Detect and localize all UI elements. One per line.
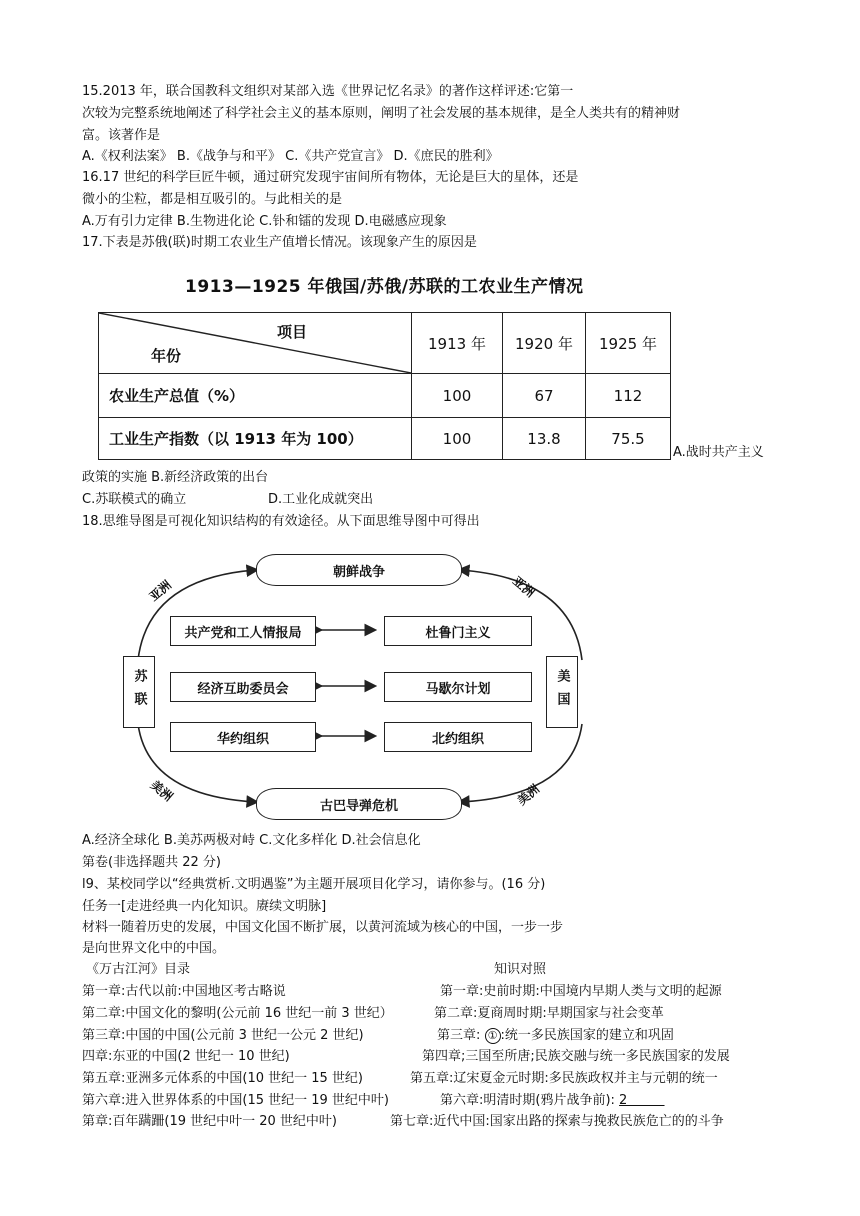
node-ussr: 苏联 <box>123 656 155 728</box>
q16-line2: 微小的尘粒，都是相互吸引的。与此相关的是 <box>82 192 343 207</box>
left-chapter-6: 第六章:进入世界体系的中国(15 世纪一 19 世纪中叶) <box>82 1093 390 1108</box>
row-label: 农业生产总值（%） <box>99 374 412 418</box>
table-cell: 100 <box>412 374 503 418</box>
q17-option-d: D.工业化成就突出 <box>268 492 374 507</box>
left-chapter-2: 第二章:中国文化的黎明(公元前 16 世纪一前 3 世纪） <box>82 1006 393 1021</box>
right-column-heading: 知识对照 <box>494 962 547 977</box>
label-asia-left: 亚洲 <box>146 577 175 604</box>
blank-2: 2 <box>619 1093 665 1108</box>
left-chapter-3: 第三章:中国的中国(公元前 3 世纪一公元 2 世纪) <box>82 1028 364 1043</box>
year-1920: 1920 年 <box>503 313 586 374</box>
node-usa: 美国 <box>546 656 578 728</box>
q18-stem: 18.思维导图是可视化知识结构的有效途径。从下面思维导图中可得出 <box>82 514 480 529</box>
q17-line2: 政策的实施 B.新经济政策的出台 <box>82 470 269 485</box>
right-chapter-3-tail: :统一多民族国家的建立和巩固 <box>500 1028 674 1043</box>
node-comecon: 经济互助委员会 <box>170 672 316 702</box>
row-label: 工业生产指数（以 1913 年为 100） <box>99 418 412 460</box>
table-title: 1913—1925 年俄国/苏俄/苏联的工农业生产情况 <box>185 277 584 297</box>
q17-option-c: C.苏联模式的确立 <box>82 492 187 507</box>
table-row <box>99 418 671 460</box>
year-1913: 1913 年 <box>412 313 503 374</box>
node-truman-doctrine: 杜鲁门主义 <box>384 616 532 646</box>
right-chapter-2: 第二章:夏商周时期:早期国家与社会变革 <box>434 1006 664 1021</box>
q17-option-a: A.战时共产主义 <box>673 445 764 460</box>
diagonal-line <box>99 313 411 373</box>
node-cuban-missile-crisis: 古巴导弹危机 <box>256 788 462 820</box>
part2-heading: 第卷(非选择题共 22 分) <box>82 855 221 870</box>
left-chapter-1: 第一章:古代以前:中国地区考古略说 <box>82 984 286 999</box>
q19-stem: l9、某校同学以“经典赏析.文明遇鉴”为主题开展项目化学习，请你参与。(16 分) <box>82 877 546 892</box>
node-nato: 北约组织 <box>384 722 532 752</box>
right-chapter-1: 第一章:史前时期:中国境内早期人类与文明的起源 <box>440 984 722 999</box>
q18-options: A.经济全球化 B.美苏两极对峙 C.文化多样化 D.社会信息化 <box>82 833 421 848</box>
node-marshall-plan: 马歇尔计划 <box>384 672 532 702</box>
right-chapter-4: 第四章;三国至所唐;民族交融与统一多民族国家的发展 <box>422 1049 730 1064</box>
left-chapter-4: 四章:东亚的中国(2 世纪一 10 世纪) <box>82 1049 290 1064</box>
node-warsaw-pact: 华约组织 <box>170 722 316 752</box>
left-chapter-5: 第五章:亚洲多元体系的中国(10 世纪一 15 世纪) <box>82 1071 364 1086</box>
table-cell: 100 <box>412 418 503 460</box>
q15-line2: 次较为完整系统地阐述了科学社会主义的基本原则，阐明了社会发展的基本规律，是全人类共有的精神财 <box>82 106 681 121</box>
q16-options: A.万有引力定律 B.生物进化论 C.钋和镭的发现 D.电磁感应现象 <box>82 214 447 229</box>
left-chapter-7: 第章:百年蹒跚(19 世纪中叶一 20 世纪中叶) <box>82 1114 338 1129</box>
right-chapter-5: 第五章:辽宋夏金元时期:多民族政权并主与元朝的统一 <box>410 1071 718 1086</box>
right-chapter-6-prefix: 第六章:明清时期(鸦片战争前): <box>440 1093 620 1108</box>
q15-line3: 富。该著作是 <box>82 128 161 143</box>
table-row <box>99 374 671 418</box>
header-item: 项目 <box>277 323 308 341</box>
table-corner-cell <box>99 313 412 374</box>
right-chapter-7: 第七章:近代中国:国家出路的探索与挽救民族危亡的的斗争 <box>390 1114 724 1129</box>
q19-material1-line2: 是向世界文化中的中国。 <box>82 941 226 956</box>
mind-map <box>120 548 600 832</box>
production-table <box>98 312 671 460</box>
right-chapter-6 <box>440 1091 665 1111</box>
q19-task1: 任务一[走进经典一内化知识。赓续文明脉] <box>82 899 327 914</box>
table-cell: 67 <box>503 374 586 418</box>
table-cell: 112 <box>586 374 671 418</box>
header-year: 年份 <box>151 347 182 365</box>
year-1925: 1925 年 <box>586 313 671 374</box>
q15-options: A.《权利法案》 B.《战争与和平》 C.《共产党宣言》 D.《庶民的胜利》 <box>82 149 499 164</box>
blank-1-marker: ① <box>485 1028 501 1044</box>
right-chapter-3 <box>437 1026 674 1046</box>
q16-line1: 16.17 世纪的科学巨匠牛顿，通过研究发现宇宙间所有物体，无论是巨大的星体，还是 <box>82 170 579 185</box>
label-asia-right: 亚洲 <box>509 573 538 600</box>
q15-line1: 15.2013 年，联合国教科文组织对某部入选《世界记忆名录》的著作这样评述:它第一 <box>82 84 574 99</box>
label-america-right: 美洲 <box>514 781 543 808</box>
right-chapter-3-prefix: 第三章: <box>437 1028 485 1043</box>
label-america-left: 美洲 <box>147 777 176 804</box>
table-cell: 13.8 <box>503 418 586 460</box>
left-column-heading: 《万古江河》目录 <box>86 962 191 977</box>
table-cell: 75.5 <box>586 418 671 460</box>
node-korean-war: 朝鲜战争 <box>256 554 462 586</box>
node-cominform: 共产党和工人情报局 <box>170 616 316 646</box>
table-header-row <box>99 313 671 374</box>
q19-material1-line1: 材料一随着历史的发展，中国文化国不断扩展，以黄河流域为核心的中国，一步一步 <box>82 920 564 935</box>
q17-stem: 17.下表是苏俄(联)时期工农业生产值增长情况。该现象产生的原因是 <box>82 235 477 250</box>
